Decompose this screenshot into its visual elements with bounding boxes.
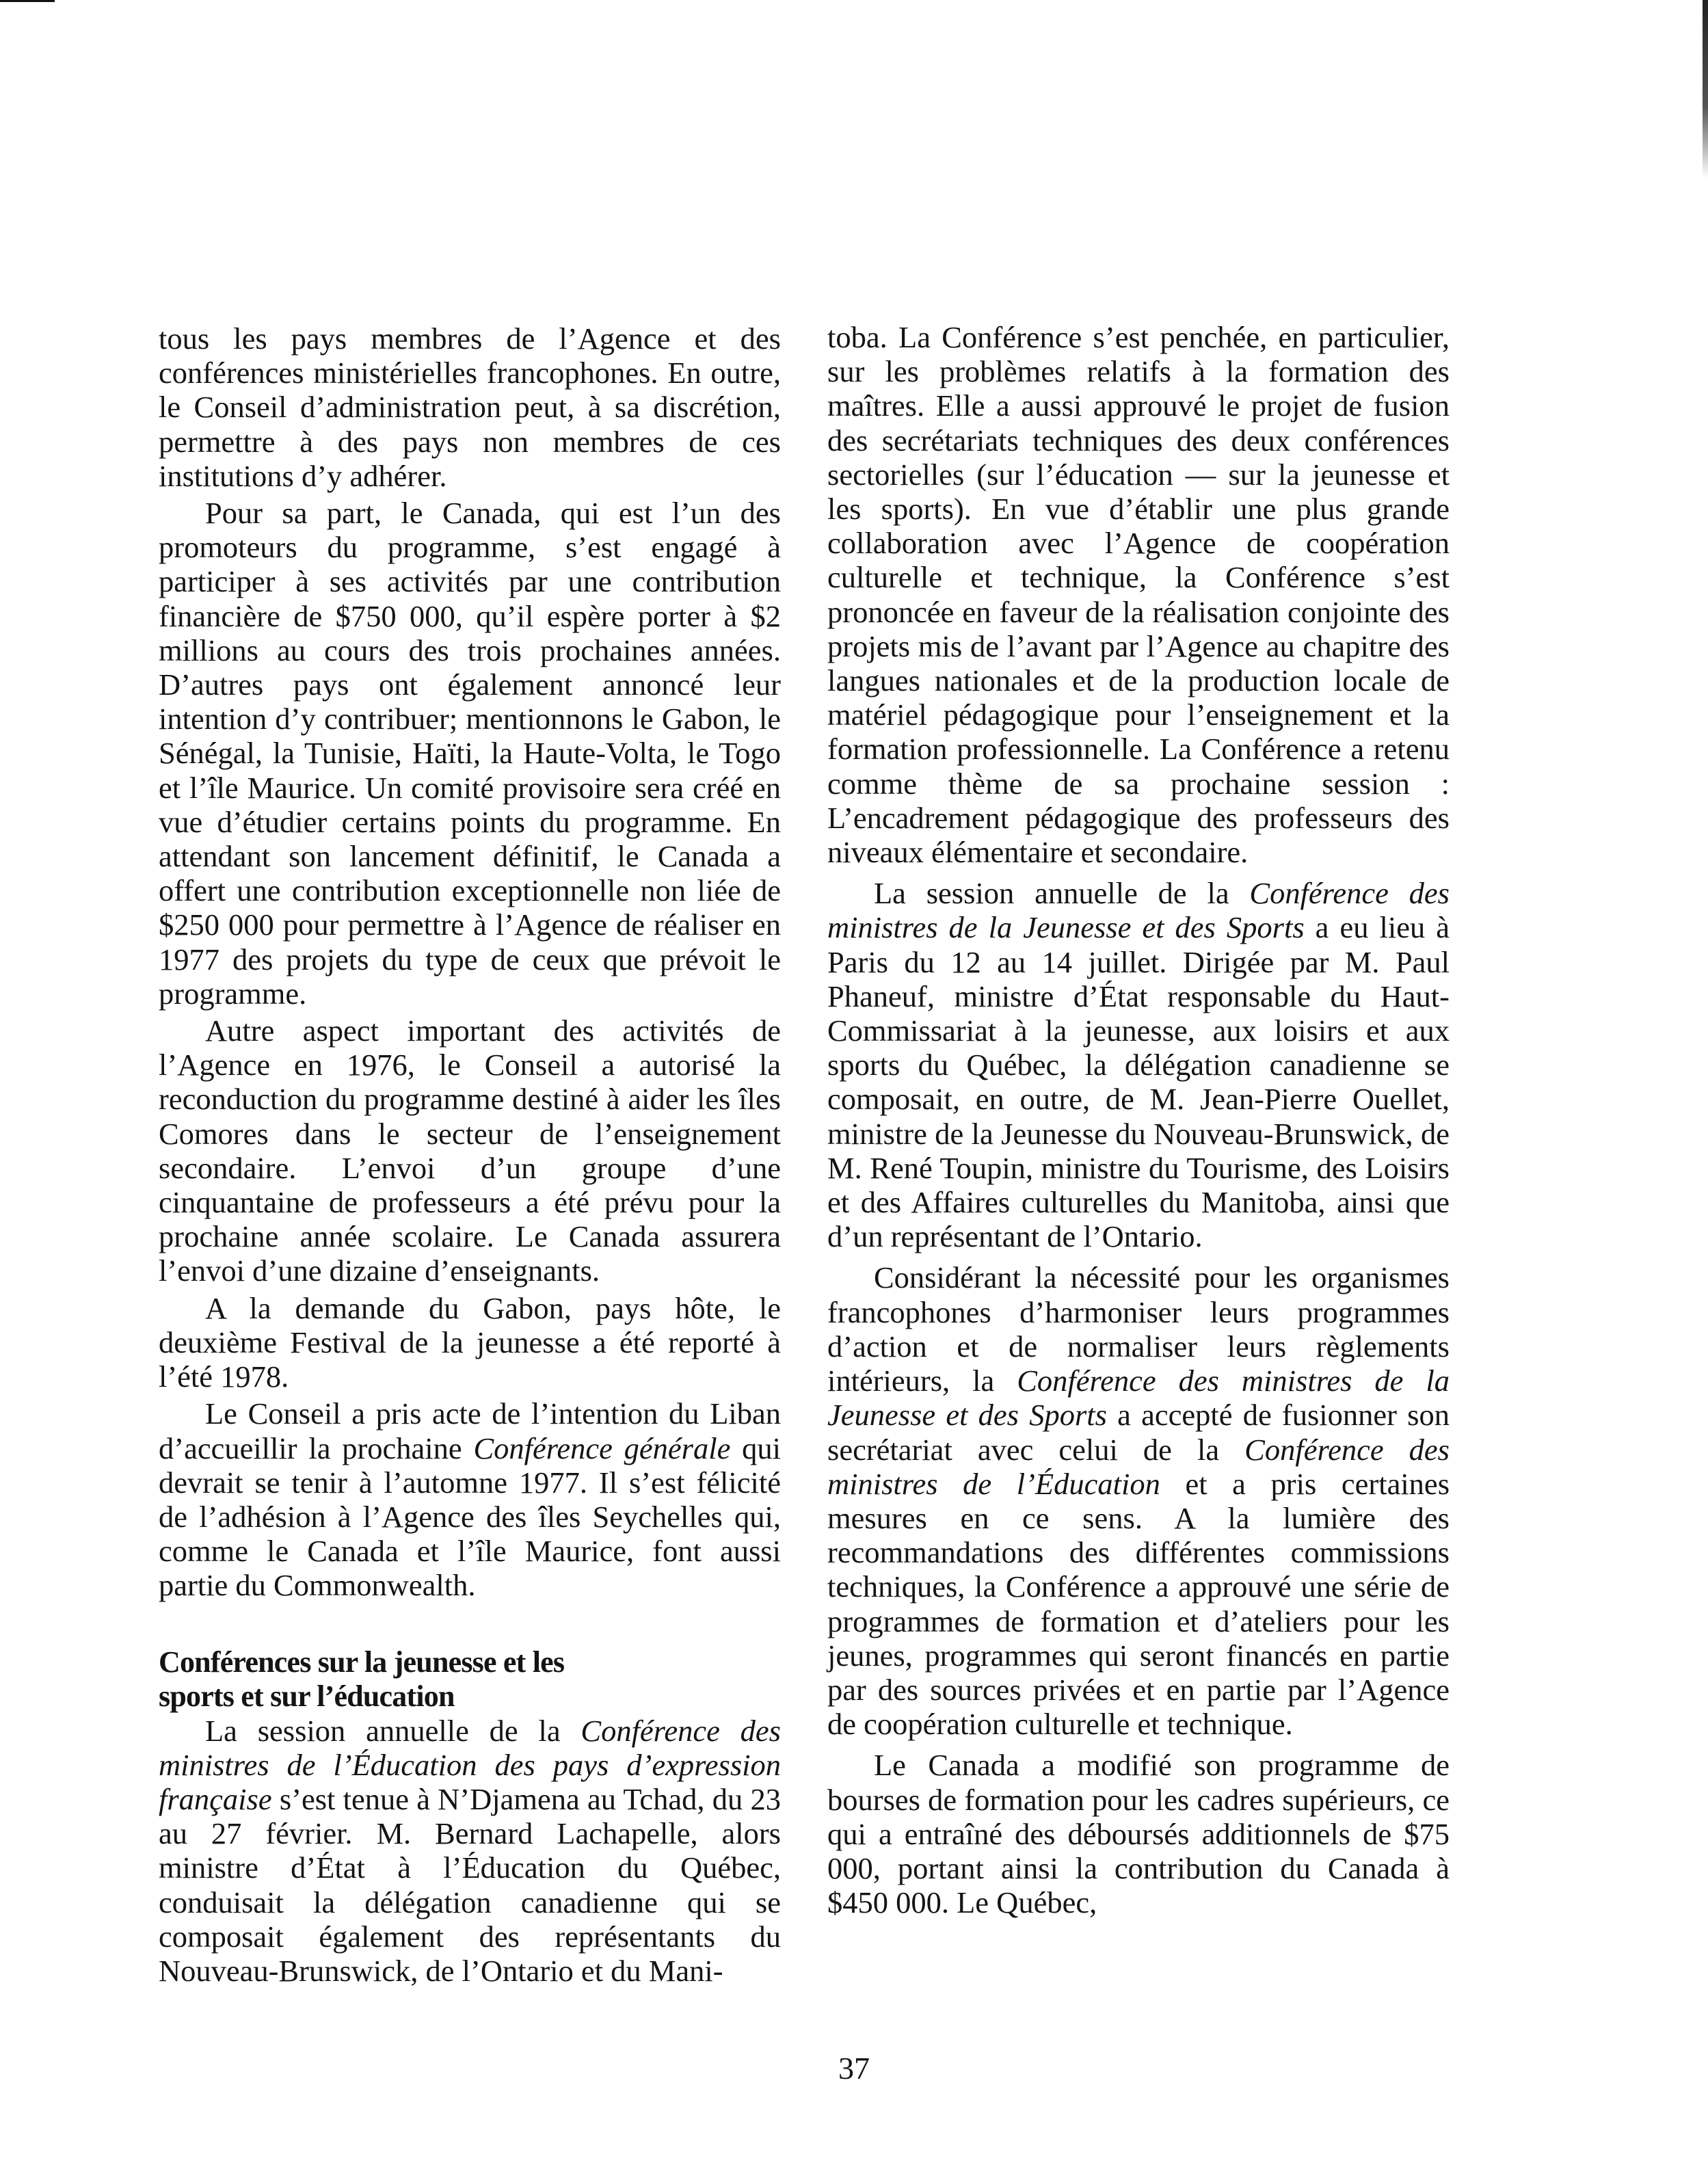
page-number: 37 (838, 2051, 870, 2086)
paragraph: Considérant la nécessité pour les organismes francophones d’harmoniser leurs programmes d’action et de normaliser leurs règlements intérieurs, la Conférence des ministres de la Jeunesse et des Sports a accepté de fusionner son secrétariat avec celui de la Conférence des ministres de l’Éducation et a pris certaines mesures en ce sens. A la lumière des recommandations des différentes commissions techniques, la Conférence a approuvé une série de programmes de formation et d’ateliers pour les jeunes, programmes qui seront financés en partie par des sources privées et en partie par l’Agence de coopération culturelle et technique. (827, 1260, 1450, 1742)
right-column (827, 320, 1450, 1919)
paragraph: Le Canada a modifié son programme de bourses de formation pour les cadres supérieurs, ce qui a entraîné des déboursés additionnels de $75 000, portant ainsi la contribution du Canada à $450 000. Le Québec, (827, 1748, 1450, 1920)
paragraph: La session annuelle de la Conférence des ministres de l’Éducation des pays d’expression française s’est tenue à N’Djamena au Tchad, du 23 au 27 février. M. Bernard Lachapelle, alors ministre d’État à l’Éducation du Québec, conduisait la délégation canadienne qui se composait également des représentants du Nouveau-Brunswick, de l’Ontario et du Mani- (159, 1713, 781, 1988)
paragraph: Le Conseil a pris acte de l’intention du Liban d’accueillir la prochaine Conférence générale qui devrait se tenir à l’automne 1977. Il s’est félicité de l’adhésion à l’Agence des îles Seychelles qui, comme le Canada et l’île Maurice, font aussi partie du Commonwealth. (159, 1396, 781, 1603)
section-heading: Conférences sur la jeunesse et les sports et sur l’éducation (159, 1645, 565, 1713)
scan-edge-shadow (1703, 0, 1708, 178)
paragraph: A la demande du Gabon, pays hôte, le deuxième Festival de la jeunesse a été reporté à l’été 1978. (159, 1290, 781, 1394)
scan-edge-mark (0, 0, 55, 2)
paragraph: La session annuelle de la Conférence des ministres de la Jeunesse et des Sports a eu lieu à Paris du 12 au 14 juillet. Dirigée par M. Paul Phaneuf, ministre d’État responsable du Haut-Commissariat à la jeunesse, aux loisirs et aux sports du Québec, la délégation canadienne se composait, en outre, de M. Jean-Pierre Ouellet, ministre de la Jeunesse du Nouveau-Brunswick, de M. René Toupin, ministre du Tourisme, des Loisirs et des Affaires culturelles du Manitoba, ainsi que d’un représentant de l’Ontario. (827, 876, 1450, 1254)
paragraph: Autre aspect important des activités de l’Agence en 1976, le Conseil a autorisé la reconduction du programme destiné à aider les îles Comores dans le secteur de l’enseignement secondaire. L’envoi d’un groupe d’une cinquantaine de professeurs a été prévu pour la prochaine année scolaire. Le Canada assurera l’envoi d’une dizaine d’enseignants. (159, 1013, 781, 1288)
paragraph: Pour sa part, le Canada, qui est l’un des promoteurs du programme, s’est engagé à participer à ses activités par une contribution financière de $750 000, qu’il espère porter à $2 millions au cours des trois prochaines années. D’autres pays ont également annoncé leur intention d’y contribuer; mentionnons le Gabon, le Sénégal, la Tunisie, Haïti, la Haute-Volta, le Togo et l’île Maurice. Un comité provisoire sera créé en vue d’étudier certains points du programme. En attendant son lancement définitif, le Canada a offert une contribution exceptionnelle non liée de $250 000 pour permettre à l’Agence de réaliser en 1977 des projets du type de ceux que prévoit le programme. (159, 496, 781, 1011)
left-column (159, 321, 781, 1988)
paragraph: tous les pays membres de l’Agence et des conférences ministérielles francophones. En outre, le Conseil d’administration peut, à sa discrétion, permettre à des pays non membres de ces institutions d’y adhérer. (159, 321, 781, 493)
paragraph: toba. La Conférence s’est penchée, en particulier, sur les problèmes relatifs à la formation des maîtres. Elle a aussi approuvé le projet de fusion des secrétariats techniques des deux conférences sectorielles (sur l’éducation — sur la jeunesse et les sports). En vue d’établir une plus grande collaboration avec l’Agence de coopération culturelle et technique, la Conférence s’est prononcée en faveur de la réalisation conjointe des projets mis de l’avant par l’Agence au chapitre des langues nationales et de la production locale de matériel pédagogique pour l’enseignement et la formation professionnelle. La Conférence a retenu comme thème de sa prochaine session : L’encadrement pédagogique des professeurs des niveaux élémentaire et secondaire. (827, 320, 1450, 870)
